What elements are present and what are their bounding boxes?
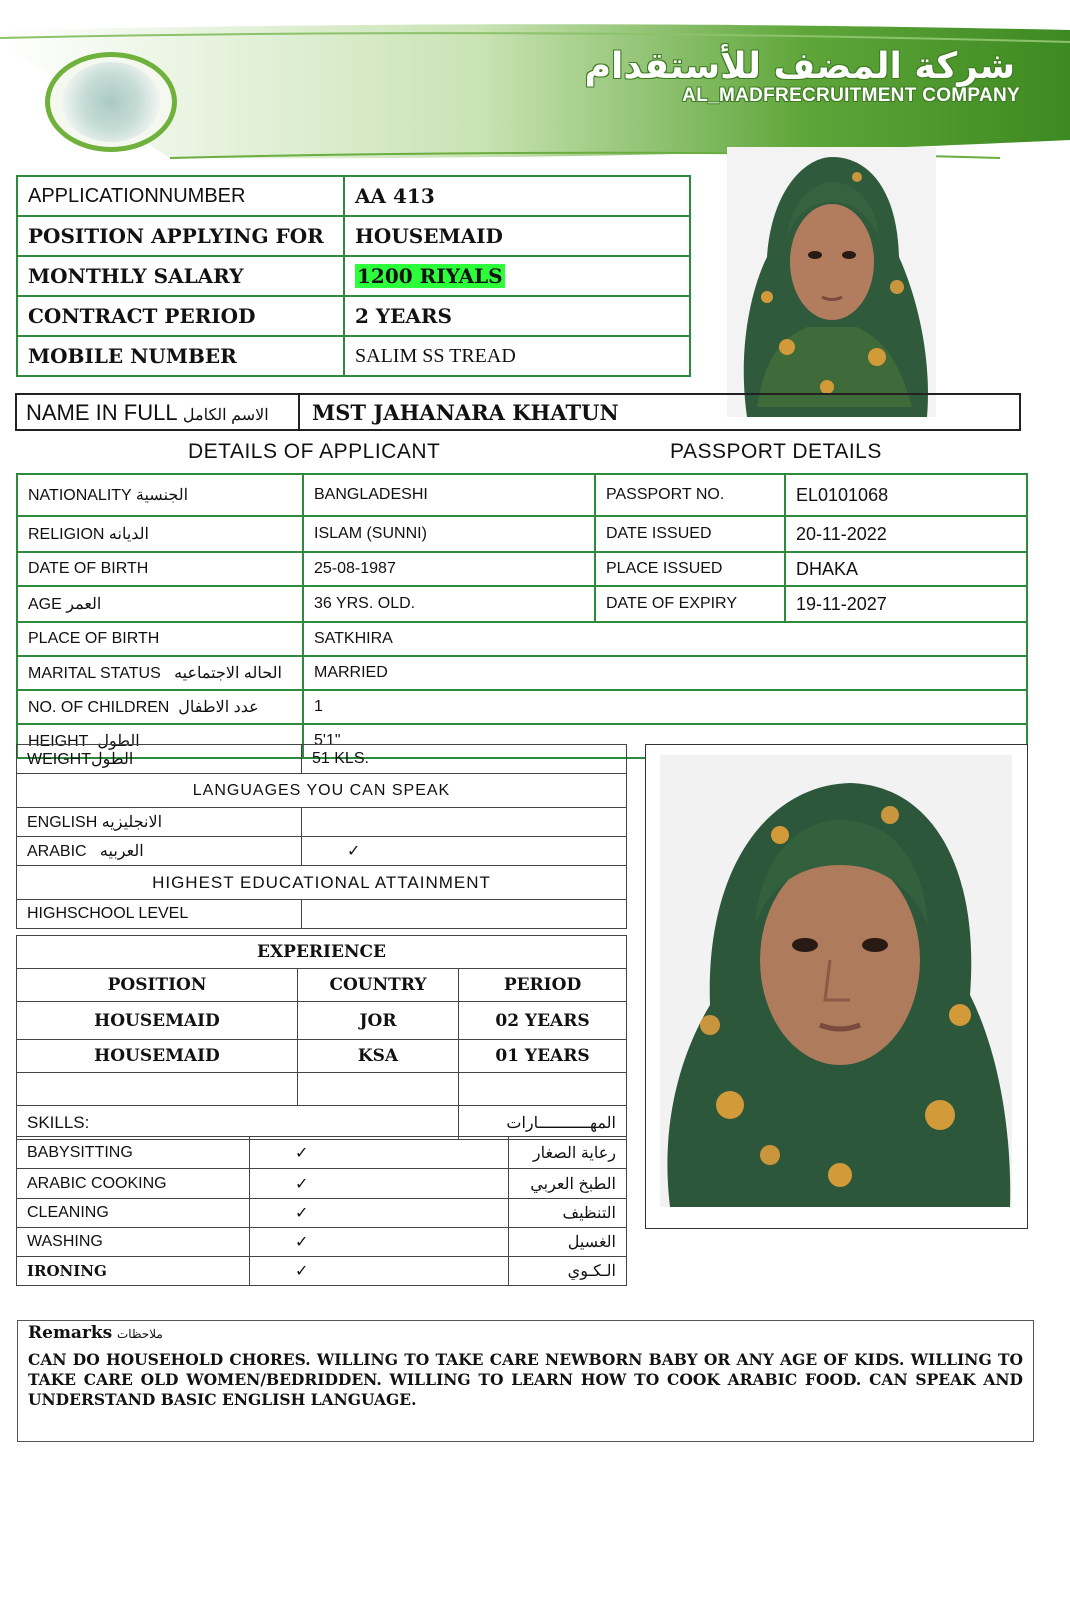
skill-name-arabic: الغسيل bbox=[509, 1228, 627, 1257]
exp-country: JOR bbox=[298, 1002, 459, 1040]
contract-period-value: 2 YEARS bbox=[344, 296, 690, 336]
education-value: HIGHSCHOOL LEVEL bbox=[17, 900, 302, 929]
table-row: MARITAL STATUS الحاله الاجتماعيه MARRIED bbox=[17, 656, 1027, 690]
table-row bbox=[17, 216, 690, 256]
mobile-number-value: SALIM SS TREAD bbox=[344, 336, 690, 376]
company-name-english: AL_MADFRECRUITMENT COMPANY bbox=[682, 85, 1020, 106]
checkmark-icon: ✓ bbox=[250, 1199, 509, 1228]
language-label: ARABIC bbox=[27, 843, 87, 860]
date-issued-value: 20-11-2022 bbox=[785, 516, 1027, 552]
field-label: MONTHLY SALARY bbox=[17, 256, 344, 296]
skill-name-arabic: التنظيف bbox=[509, 1199, 627, 1228]
application-summary-table bbox=[16, 175, 691, 377]
english-mark bbox=[302, 808, 627, 837]
skill-name: WASHING bbox=[17, 1228, 250, 1257]
passport-label: DATE ISSUED bbox=[595, 516, 785, 552]
field-label: CONTRACT PERIOD bbox=[17, 296, 344, 336]
field-label: MOBILE NUMBER bbox=[17, 336, 344, 376]
table-row: ENGLISH الانجليزيه bbox=[17, 808, 627, 837]
table-row: WEIGHTالطول 51 KLS. bbox=[17, 745, 627, 774]
detail-label: MARITAL STATUS bbox=[28, 665, 161, 682]
languages-heading: LANGUAGES YOU CAN SPEAK bbox=[17, 774, 627, 808]
column-header: PERIOD bbox=[459, 969, 627, 1002]
passport-label: DATE OF EXPIRY bbox=[595, 586, 785, 622]
company-header bbox=[0, 0, 1070, 165]
passport-details-heading: PASSPORT DETAILS bbox=[670, 440, 882, 463]
date-expiry-value: 19-11-2027 bbox=[785, 586, 1027, 622]
table-row bbox=[17, 552, 1027, 586]
table-row bbox=[17, 1106, 627, 1140]
education-heading: HIGHEST EDUCATIONAL ATTAINMENT bbox=[17, 866, 627, 900]
exp-period: 02 YEARS bbox=[459, 1002, 627, 1040]
weight-value: 51 KLS. bbox=[302, 745, 627, 774]
table-row bbox=[17, 866, 627, 900]
checkmark-icon: ✓ bbox=[302, 837, 627, 866]
exp-position: HOUSEMAID bbox=[17, 1002, 298, 1040]
skills-label-arabic: المهـــــــــــارات bbox=[459, 1106, 627, 1140]
applicant-photo-small bbox=[727, 147, 936, 417]
table-row: HEIGHT الطول 5'1" bbox=[17, 724, 1027, 758]
field-label: POSITION APPLYING FOR bbox=[17, 216, 344, 256]
table-row bbox=[17, 1199, 627, 1228]
logo-globe-icon bbox=[62, 62, 160, 142]
experience-heading: EXPERIENCE bbox=[17, 936, 627, 969]
table-row: RELIGION الديانه ISLAM (SUNNI) DATE ISSUED 20-11-2022 bbox=[17, 516, 1027, 552]
language-label: ENGLISH bbox=[27, 814, 98, 831]
passport-number-value: EL0101068 bbox=[785, 474, 1027, 516]
detail-label: NATIONALITY bbox=[28, 487, 132, 504]
applicant-details-heading: DETAILS OF APPLICANT bbox=[188, 440, 441, 463]
nationality-value: BANGLADESHI bbox=[303, 474, 595, 516]
children-value: 1 bbox=[303, 690, 1027, 724]
skills-table bbox=[16, 1136, 627, 1286]
skill-name: ARABIC COOKING bbox=[17, 1169, 250, 1199]
company-name-arabic: شركة المضف للأستقدام bbox=[584, 46, 1015, 87]
remarks-heading: Remarks ملاحظات bbox=[28, 1323, 163, 1343]
table-row: AGE العمر 36 YRS. OLD. DATE OF EXPIRY 19-11-2027 bbox=[17, 586, 1027, 622]
remarks-text: CAN DO HOUSEHOLD CHORES. WILLING TO TAKE CARE NEWBORN BABY OR ANY AGE OF KIDS. WILLING TO TAKE CARE OLD WOMEN/BEDRIDDEN. WILLING TO LEARN HOW TO COOK ARABIC FOOD. CAN SPEAK AND UNDERSTAND BASIC ENGLISH LANGUAGE. bbox=[28, 1350, 1023, 1409]
detail-label: DATE OF BIRTH bbox=[28, 560, 149, 577]
applicant-photo-large bbox=[660, 755, 1012, 1207]
table-row bbox=[17, 176, 690, 216]
checkmark-icon: ✓ bbox=[250, 1257, 509, 1286]
passport-label: PASSPORT NO. bbox=[595, 474, 785, 516]
checkmark-icon: ✓ bbox=[250, 1228, 509, 1257]
languages-table bbox=[16, 744, 627, 929]
exp-country: KSA bbox=[298, 1040, 459, 1073]
checkmark-icon: ✓ bbox=[250, 1137, 509, 1169]
table-row bbox=[17, 1073, 627, 1106]
skill-name: IRONING bbox=[17, 1257, 250, 1286]
column-header: COUNTRY bbox=[298, 969, 459, 1002]
skill-name: BABYSITTING bbox=[17, 1137, 250, 1169]
table-row: ARABIC العربيه ✓ bbox=[17, 837, 627, 866]
full-name-value: MST JAHANARA KHATUN bbox=[312, 400, 619, 425]
dob-value: 25-08-1987 bbox=[303, 552, 595, 586]
skill-name-arabic: رعاية الصغار bbox=[509, 1137, 627, 1169]
height-value: 5'1" bbox=[303, 724, 1027, 758]
table-row: NO. OF CHILDREN عدد الاطفال 1 bbox=[17, 690, 1027, 724]
table-row bbox=[17, 296, 690, 336]
table-row: NATIONALITY الجنسية BANGLADESHI PASSPORT NO. EL0101068 bbox=[17, 474, 1027, 516]
application-number: AA 413 bbox=[344, 176, 690, 216]
skill-name-arabic: الـكـوي bbox=[509, 1257, 627, 1286]
skill-name-arabic: الطبخ العربي bbox=[509, 1169, 627, 1199]
table-row bbox=[17, 1257, 627, 1286]
detail-label: HEIGHT bbox=[28, 733, 89, 750]
exp-position: HOUSEMAID bbox=[17, 1040, 298, 1073]
table-row bbox=[17, 256, 690, 296]
exp-period: 01 YEARS bbox=[459, 1040, 627, 1073]
table-row bbox=[17, 1002, 627, 1040]
salary-value: 1200 RIYALS bbox=[357, 264, 503, 288]
weight-label: WEIGHT bbox=[27, 751, 91, 768]
field-label: APPLICATIONNUMBER bbox=[17, 176, 344, 216]
position-value: HOUSEMAID bbox=[344, 216, 690, 256]
table-row bbox=[17, 622, 1027, 656]
religion-value: ISLAM (SUNNI) bbox=[303, 516, 595, 552]
detail-label: RELIGION bbox=[28, 526, 105, 543]
detail-label: AGE bbox=[28, 596, 62, 613]
table-row bbox=[17, 1169, 627, 1199]
table-row bbox=[17, 936, 627, 969]
table-row bbox=[17, 774, 627, 808]
experience-table bbox=[16, 935, 627, 1140]
age-value: 36 YRS. OLD. bbox=[303, 586, 595, 622]
marital-status-value: MARRIED bbox=[303, 656, 1027, 690]
divider bbox=[298, 393, 300, 431]
detail-label: PLACE OF BIRTH bbox=[28, 630, 160, 647]
skill-name: CLEANING bbox=[17, 1199, 250, 1228]
checkmark-icon: ✓ bbox=[250, 1169, 509, 1199]
table-row bbox=[17, 336, 690, 376]
place-of-birth-value: SATKHIRA bbox=[303, 622, 1027, 656]
full-name-label: NAME IN FULL الاسم الكامل bbox=[26, 400, 269, 425]
table-row bbox=[17, 1137, 627, 1169]
column-header: POSITION bbox=[17, 969, 298, 1002]
applicant-details-table bbox=[16, 473, 1028, 759]
table-row bbox=[17, 969, 627, 1002]
table-row bbox=[17, 1228, 627, 1257]
skills-label: SKILLS: bbox=[17, 1106, 459, 1140]
passport-label: PLACE ISSUED bbox=[595, 552, 785, 586]
detail-label: NO. OF CHILDREN bbox=[28, 699, 170, 716]
table-row bbox=[17, 900, 627, 929]
place-issued-value: DHAKA bbox=[785, 552, 1027, 586]
table-row bbox=[17, 1040, 627, 1073]
